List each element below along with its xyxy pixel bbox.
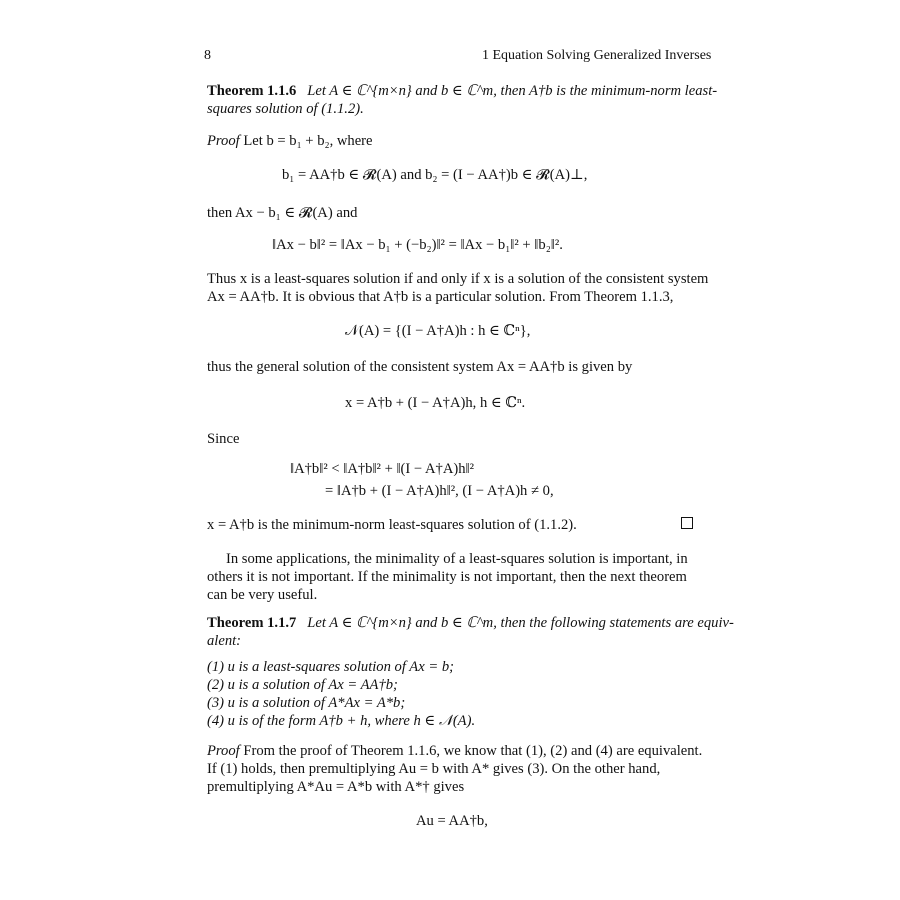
theorem-117-item: (2) u is a solution of Ax = AA†b; <box>207 677 398 693</box>
qed-square-icon <box>681 517 693 529</box>
proof-1-since: Since <box>207 431 240 447</box>
theorem-117-label: Theorem 1.1.7 <box>207 615 297 631</box>
paragraph-line1: In some applications, the minimality of a least-squares solution is important, in <box>226 551 688 567</box>
proof-2-label: Proof <box>207 743 240 759</box>
equation-inequality-line2: = ‖A†b + (I − A†A)h‖², (I − A†A)h ≠ 0, <box>325 483 554 499</box>
theorem-116-line1 <box>207 82 717 100</box>
proof-1-label: Proof <box>207 133 240 149</box>
paragraph-line2: others it is not important. If the minimality is not important, then the next theorem <box>207 569 687 585</box>
equation-inequality-line1: ‖A†b‖² < ‖A†b‖² + ‖(I − A†A)h‖² <box>290 461 475 477</box>
proof-2-line1-wrap <box>207 742 702 760</box>
equation-null-space: 𝒩(A) = {(I − A†A)h : h ∈ ℂⁿ}, <box>345 323 531 339</box>
theorem-116-line2: squares solution of (1.1.2). <box>207 101 364 117</box>
proof-1-conclusion: x = A†b is the minimum-norm least-squares solution of (1.1.2). <box>207 517 577 533</box>
theorem-117-line2: alent: <box>207 633 242 649</box>
equation-b1-b2: b₁ = AA†b ∈ 𝓡(A) and b₂ = (I − AA†)b ∈ 𝓡(A)⊥, <box>282 167 588 183</box>
theorem-117-item: (1) u is a least-squares solution of Ax = b; <box>207 659 454 675</box>
theorem-117-line1 <box>207 614 734 632</box>
page-number: 8 <box>204 48 211 63</box>
proof-2-line2: If (1) holds, then premultiplying Au = b with A* gives (3). On the other hand, <box>207 761 661 777</box>
equation-au: Au = AA†b, <box>416 813 488 829</box>
proof-1-intro-line <box>207 132 373 150</box>
proof-2-line1: From the proof of Theorem 1.1.6, we know that (1), (2) and (4) are equivalent. <box>243 743 703 759</box>
proof-1-then: then Ax − b₁ ∈ 𝓡(A) and <box>207 205 358 221</box>
proof-1-para2: thus the general solution of the consistent system Ax = AA†b is given by <box>207 359 633 375</box>
theorem-117-item: (3) u is a solution of A*Ax = A*b; <box>207 695 406 711</box>
running-title: 1 Equation Solving Generalized Inverses <box>482 48 712 63</box>
proof-2-line3: premultiplying A*Au = A*b with A*† gives <box>207 779 465 795</box>
proof-1-intro: Let b = b₁ + b₂, where <box>243 133 373 149</box>
equation-general-solution: x = A†b + (I − A†A)h, h ∈ ℂⁿ. <box>345 395 526 411</box>
equation-norm-split: ‖Ax − b‖² = ‖Ax − b₁ + (−b₂)‖² = ‖Ax − b₁‖² + ‖b₂‖². <box>272 237 563 253</box>
theorem-116-statement: Let A ∈ ℂ^{m×n} and b ∈ ℂ^m, then A†b is the minimum-norm least- <box>307 83 718 99</box>
theorem-117-item: (4) u is of the form A†b + h, where h ∈ 𝒩(A). <box>207 713 476 729</box>
proof-1-para1-line2: Ax = AA†b. It is obvious that A†b is a particular solution. From Theorem 1.1.3, <box>207 289 674 305</box>
theorem-117-statement: Let A ∈ ℂ^{m×n} and b ∈ ℂ^m, then the following statements are equiv- <box>307 615 734 631</box>
proof-1-para1-line1: Thus x is a least-squares solution if and only if x is a solution of the consistent system <box>207 271 709 287</box>
paragraph-line3: can be very useful. <box>207 587 318 603</box>
theorem-116-label: Theorem 1.1.6 <box>207 83 297 99</box>
